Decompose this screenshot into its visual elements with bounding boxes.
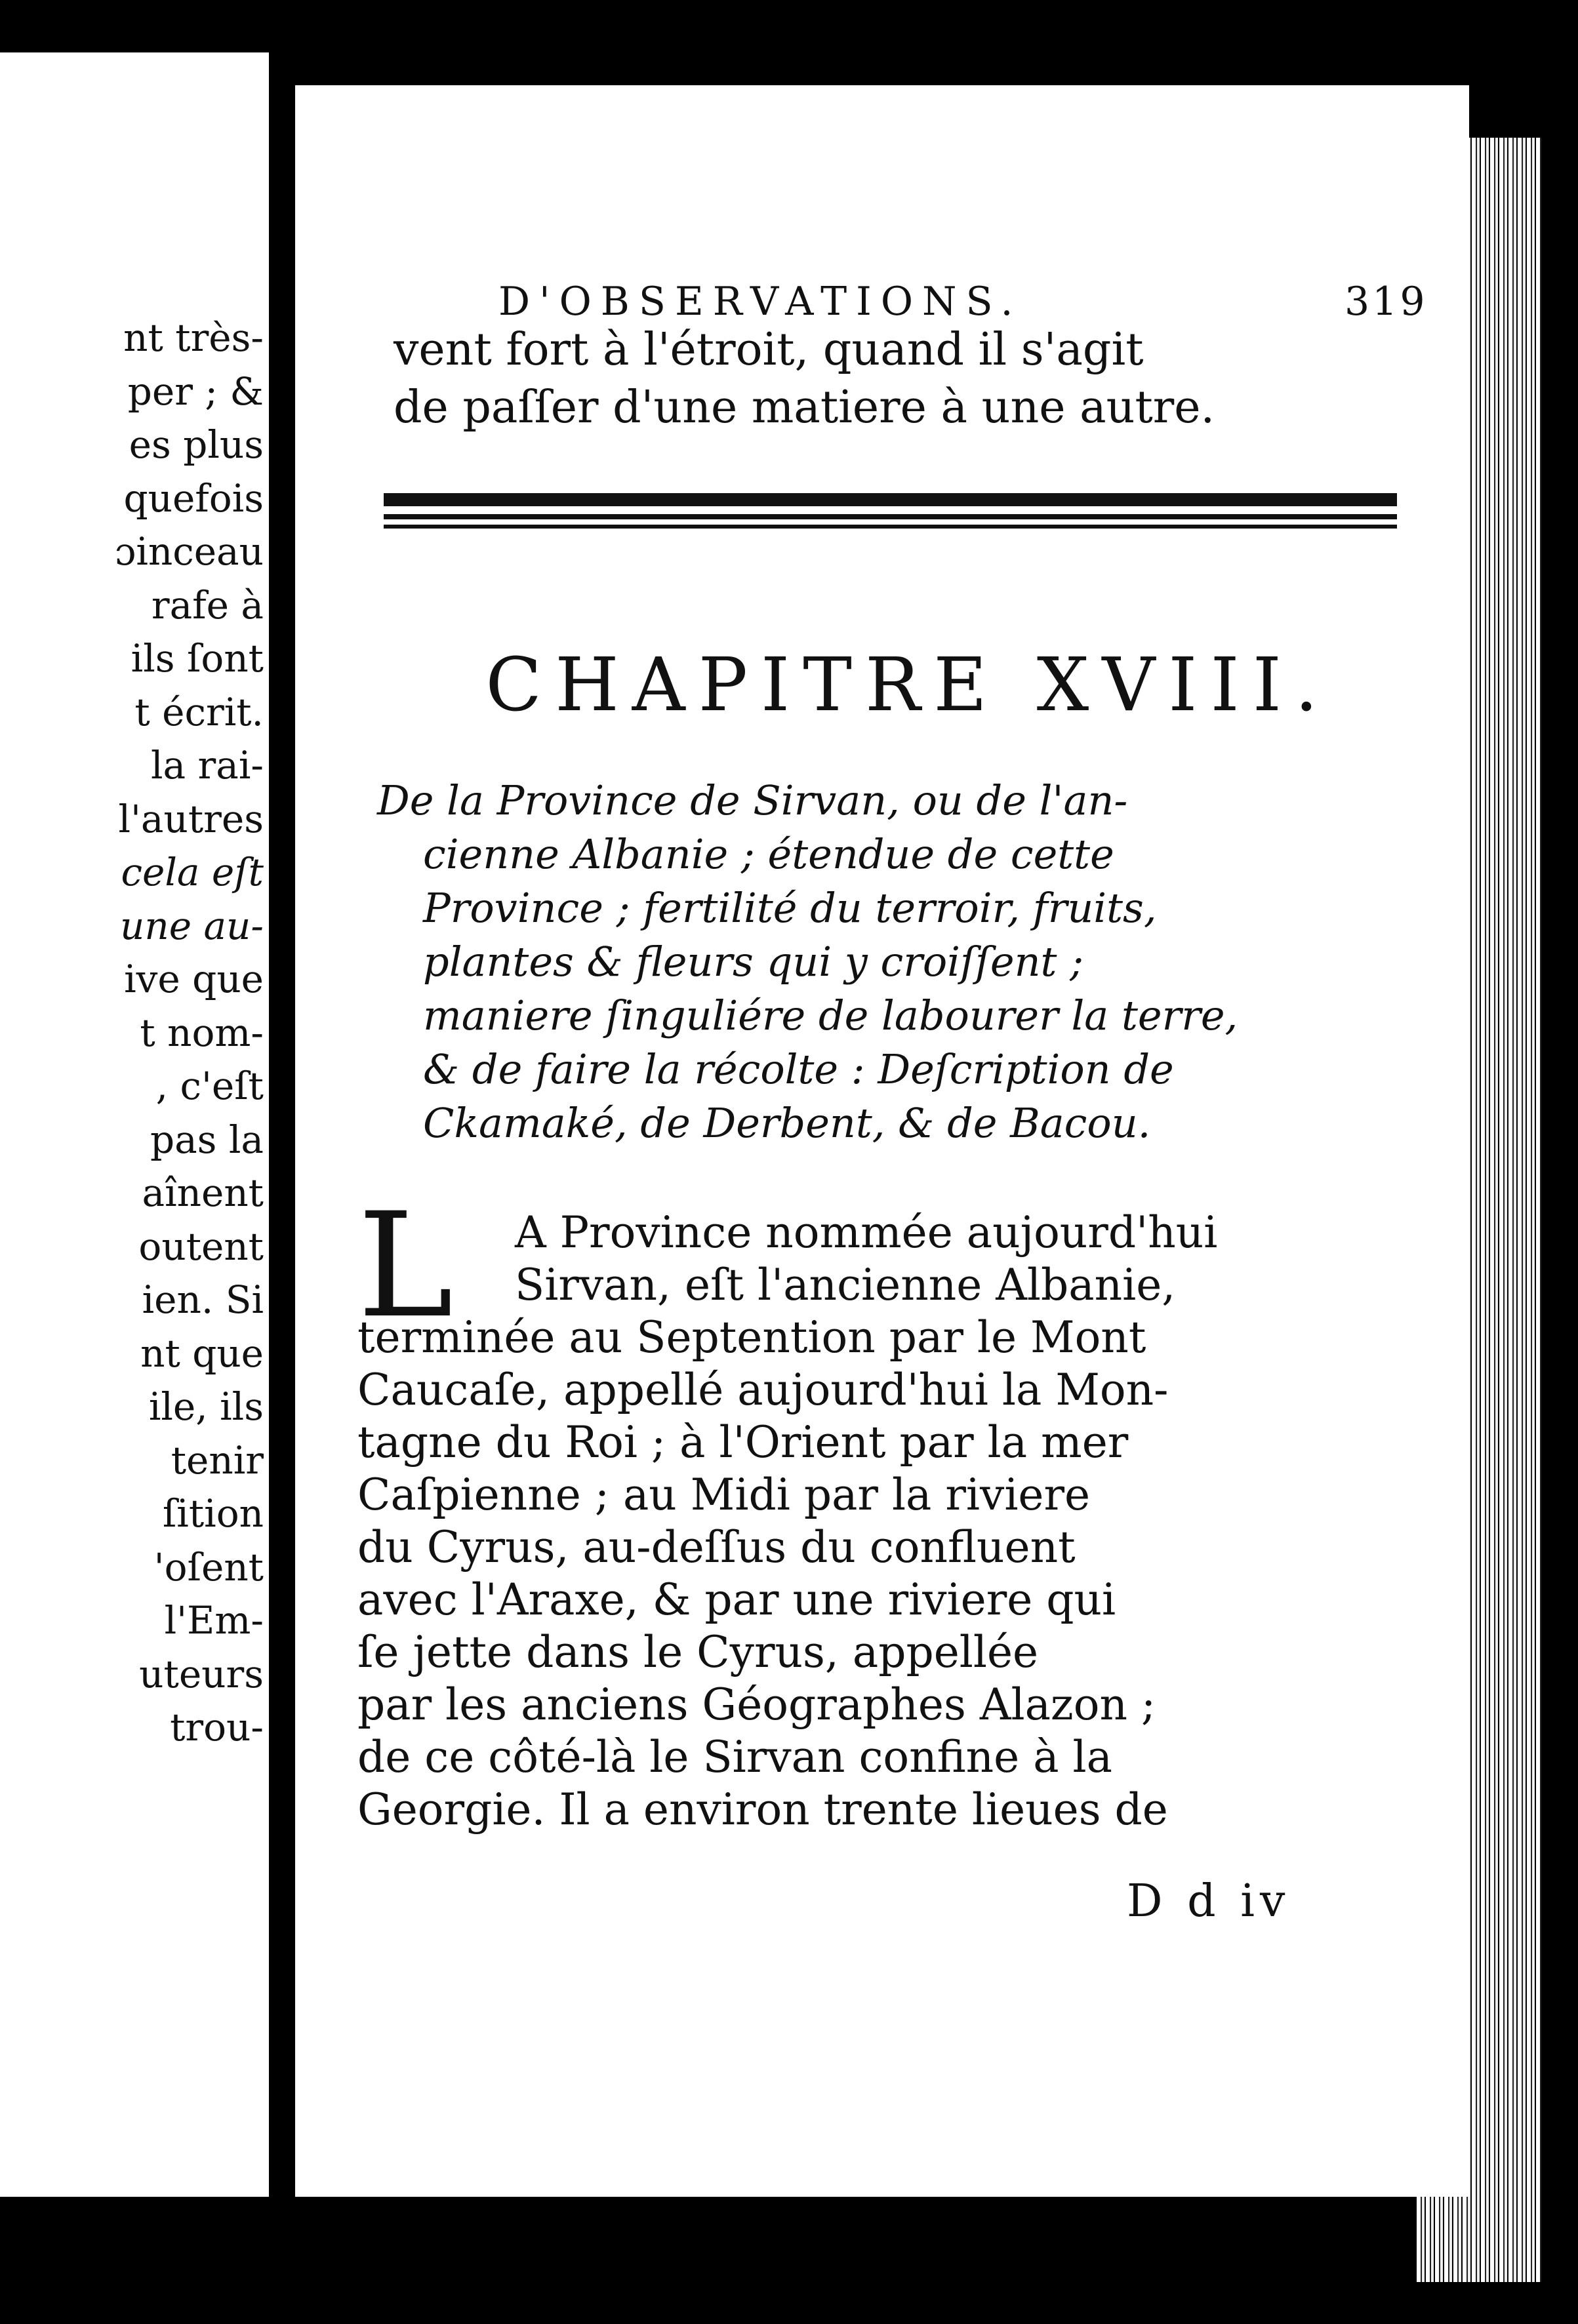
text-line: pas la [150,1117,264,1162]
summary-line: Province ; fertilité du terroir, fruits, [423,884,1157,932]
summary-line: Ckamaké, de Derbent, & de Bacou. [423,1099,1151,1147]
text-line: outent [138,1224,264,1269]
text-line: es plus [129,422,264,467]
text-line: quefois [123,475,264,521]
text-line: une au- [119,903,264,948]
text-line: per ; & [127,369,264,414]
text-line: aînent [142,1171,264,1215]
ornamental-rule [384,525,1397,529]
text-line: t nom- [140,1010,264,1055]
ornamental-rule [384,493,1397,506]
book-spine [269,0,295,2324]
text-line: cela eſt [121,850,264,894]
text-line: ien. Si [142,1277,264,1322]
summary-line: De la Province de Sirvan, ou de l'an- [377,776,1128,824]
running-head [498,279,1482,325]
text-line: Caſpienne ; au Midi par la riviere [357,1470,1091,1520]
text-line: Sirvan, eſt l'ancienne Albanie, [515,1260,1176,1310]
continued-text [394,321,1430,437]
previous-page-text [0,311,269,1755]
text-line: 'oſent [153,1544,264,1590]
page-number: 319 [1345,279,1428,325]
text-line: ils ſont [131,636,264,681]
summary-line: & de faire la récolte : Deſcription de [423,1045,1174,1093]
text-line: de paſſer d'une matiere à une autre. [394,382,1215,433]
text-line: l'Em- [164,1598,264,1643]
signature-mark: D d iv [1127,1875,1291,1927]
text-line: du Cyrus, au-deſſus du confluent [357,1522,1076,1573]
text-line: ſe jette dans le Cyrus, appellée [357,1627,1039,1677]
text-line: ſition [162,1491,264,1536]
current-page [295,85,1469,2197]
text-line: tenir [171,1437,264,1483]
text-line: la rai- [150,743,264,788]
text-line: terminée au Septention par le Mont [357,1312,1146,1363]
text-line: ile, ils [148,1384,264,1429]
summary-line: cienne Albanie ; étendue de cette [423,830,1114,878]
text-line: de ce côté-là le Sirvan confine à la [357,1732,1113,1782]
chapter-title: CHAPITRE XVIII. [485,643,1331,728]
text-line: vent fort à l'étroit, quand il s'agit [394,324,1144,376]
chapter-summary [377,774,1453,1150]
text-line: avec l'Araxe, & par une riviere qui [357,1574,1116,1625]
text-line: Caucaſe, appellé aujourd'hui la Mon- [357,1365,1169,1415]
running-head-title: D'OBSERVATIONS. [498,279,1022,325]
text-line: ive que [124,957,264,1001]
text-line: par les anciens Géographes Alazon ; [357,1679,1156,1730]
summary-line: plantes & fleurs qui y croiſſent ; [423,938,1084,986]
text-line: nt que [140,1331,264,1376]
main-paragraph [357,1207,1420,1836]
text-line: nt très- [123,315,264,360]
previous-page [0,52,269,2197]
text-line: rafe à [151,582,264,628]
text-line: t écrit. [134,689,264,734]
summary-line: maniere ſinguliére de labourer la terre, [423,992,1238,1039]
text-line: Georgie. Il a environ trente lieues de [357,1784,1168,1835]
text-line: tagne du Roi ; à l'Orient par la mer [357,1417,1129,1468]
ornamental-rule [384,514,1397,519]
drop-cap: L [357,1182,454,1350]
text-line: ɔinceau [114,529,264,574]
text-line: , c'eſt [155,1064,264,1108]
text-line: uteurs [139,1651,264,1696]
text-line: A Province nommée aujourd'hui [515,1207,1218,1258]
text-line: trou- [170,1705,264,1750]
text-line: l'autres [118,796,264,841]
